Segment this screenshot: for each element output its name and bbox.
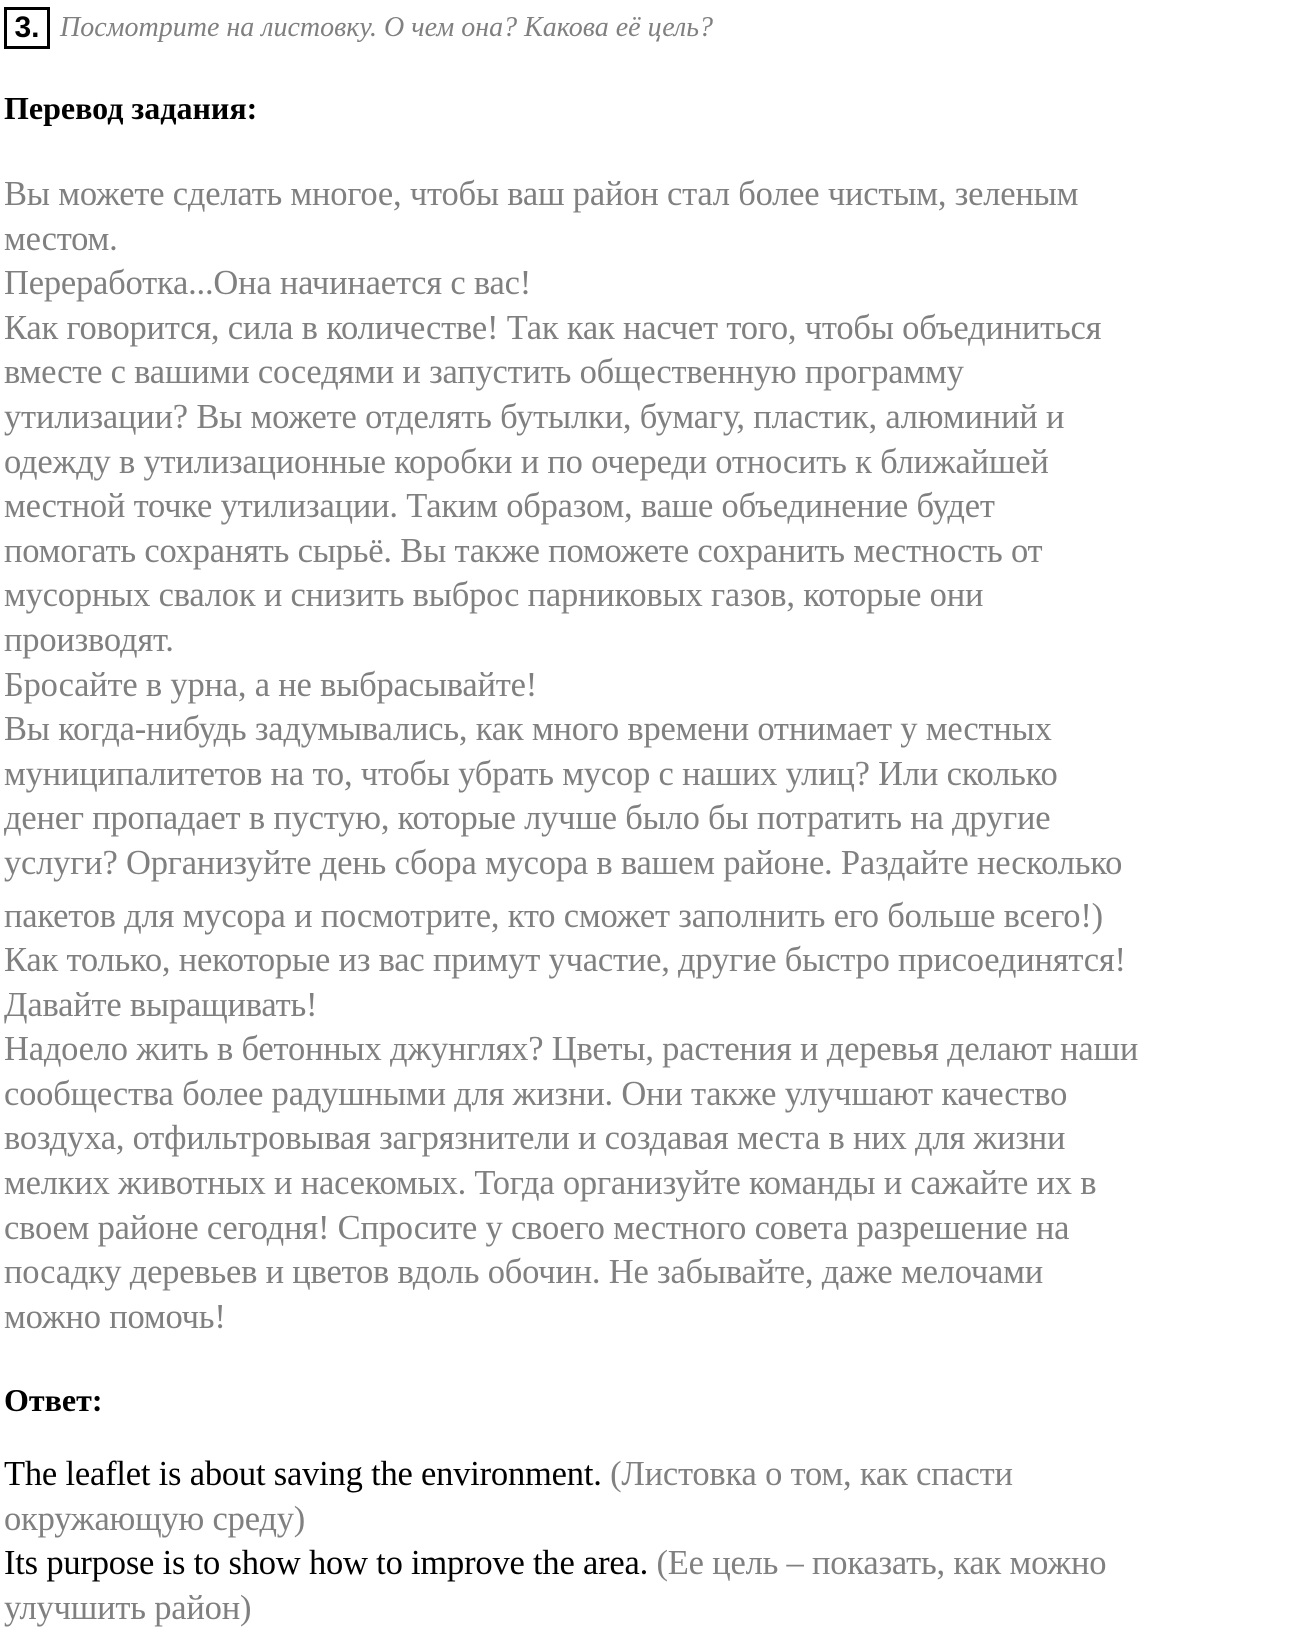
translation-line: своем районе сегодня! Спросите у своего местного совета разрешение на <box>4 1208 1070 1247</box>
translation-line: вместе с вашими соседями и запустить общественную программу <box>4 353 964 392</box>
translation-line: сообщества более радушными для жизни. Они также улучшают качество <box>4 1074 1068 1113</box>
translation-line: Как только, некоторые из вас примут участие, другие быстро присоединятся! <box>4 941 1126 980</box>
translation-line: Бросайте в урна, а не выбрасывайте! <box>4 665 538 704</box>
translation-line: мелких животных и насекомых. Тогда организуйте команды и сажайте их в <box>4 1164 1097 1203</box>
answer-heading: Ответ: <box>4 1382 103 1418</box>
translation-line: услуги? Организуйте день сбора мусора в вашем районе. Раздайте несколько <box>4 843 1123 882</box>
translation-line: одежду в утилизационные коробки и по очереди относить к ближайшей <box>4 442 1049 481</box>
answer-line <box>4 1541 1299 1586</box>
translation-line: Вы можете сделать многое, чтобы ваш район стал более чистым, зеленым <box>4 175 1079 213</box>
translation-line: Переработка...Она начинается с вас! <box>4 264 532 303</box>
translation-line: помогать сохранять сырьё. Вы также поможете сохранить местность от <box>4 531 1043 570</box>
translation-heading: Перевод задания: <box>4 90 258 126</box>
answer-english: The leaflet is about saving the environment. <box>4 1455 602 1493</box>
translation-text <box>4 172 1299 1339</box>
translation-line: можно помочь! <box>4 1297 226 1336</box>
translation-line: мусорных свалок и снизить выброс парниковых газов, которые они <box>4 576 984 615</box>
answer-english: Its purpose is to show how to improve the area. <box>4 1544 649 1582</box>
task-number: 3. <box>4 7 50 49</box>
translation-line: муниципалитетов на то, чтобы убрать мусор с наших улиц? Или сколько <box>4 754 1058 793</box>
answer-line <box>4 1452 1299 1497</box>
task-instruction: Посмотрите на листовку. О чем она? Какова её цель? <box>60 12 713 43</box>
translation-line: посадку деревьев и цветов вдоль обочин. Не забывайте, даже мелочами <box>4 1253 1044 1292</box>
translation-line: Как говорится, сила в количестве! Так как насчет того, чтобы объединиться <box>4 308 1102 347</box>
translation-line: местной точке утилизации. Таким образом, ваше объединение будет <box>4 487 995 526</box>
translation-line: Надоело жить в бетонных джунглях? Цветы, растения и деревья делают наши <box>4 1030 1139 1069</box>
translation-line: пакетов для мусора и посмотрите, кто сможет заполнить его больше всего!) <box>4 896 1103 935</box>
answer-text <box>4 1452 1299 1630</box>
answer-line: окружающую среду) <box>4 1499 306 1538</box>
translation-line: воздуха, отфильтровывая загрязнители и создавая места в них для жизни <box>4 1119 1066 1158</box>
answer-russian: (Ее цель – показать, как можно <box>648 1544 1107 1582</box>
translation-line: денег пропадает в пустую, которые лучше было бы потратить на другие <box>4 799 1051 838</box>
translation-line: производят. <box>4 620 174 659</box>
translation-line: утилизации? Вы можете отделять бутылки, бумагу, пластик, алюминий и <box>4 397 1065 436</box>
answer-line: улучшить район) <box>4 1588 252 1627</box>
answer-russian: (Листовка о том, как спасти <box>601 1455 1013 1493</box>
translation-line: Вы когда-нибудь задумывались, как много времени отнимает у местных <box>4 710 1052 749</box>
task-header <box>4 8 713 48</box>
translation-line: Давайте выращивать! <box>4 985 318 1024</box>
translation-line: местом. <box>4 219 118 258</box>
